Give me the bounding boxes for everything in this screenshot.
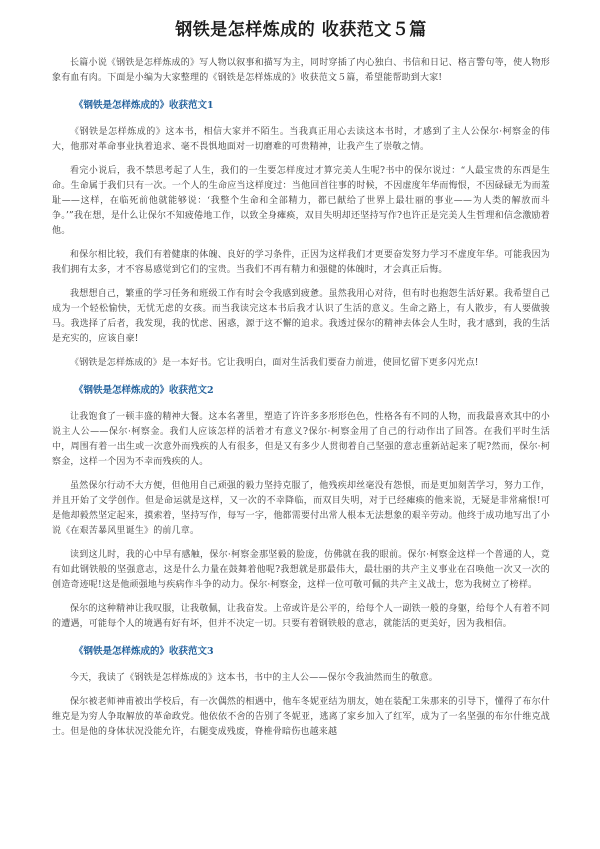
section-1-paragraph-3: 和保尔相比较，我们有着健康的体魄、良好的学习条件，正因为这样我们才更要奋发努力学习不虚度年华。可能我因为我们拥有太多，才不容易感觉到它们的宝贵。当我们不再有精力和强健的体魄时，才会真正后悔。: [52, 250, 550, 275]
section-2-paragraph-3: 读到这儿时，我的心中早有感触，保尔·柯察金那坚毅的脸庞，仿佛就在我的眼前。保尔·柯察金这样一个普通的人，竟有如此钢铁般的坚强意志，这是什么力量在鼓舞着他呢?我想就是那最伟大，最壮丽的共产主义事业在召唤他一次又一次的创造奇迹呢!这是他顽强地与疾病作斗争的动力。保尔·柯察金，这样一位可敬可佩的共产主义战士，您为我树立了榜样。: [52, 550, 550, 590]
section-2-paragraph-2: 虽然保尔行动不大方便，但他用自己顽强的毅力坚持克服了，他残疾却丝毫没有怨恨，而是更加刻苦学习，努力工作，并且开始了文学创作。但是命运就是这样，又一次的不幸降临，而双目失明，对于已经瘫痪的他来说，无疑是非常痛恨!可是他却毅然坚定起来，摸索着，坚持写作，每写一字，他都需要付出常人根本无法想象的艰辛劳动。他终于成功地写出了小说《在艰苦暴风里诞生》的前几章。: [52, 481, 550, 536]
section-2-paragraph-1: 让我饱食了一顿丰盛的精神大餐。这本名著里，塑造了许许多多形形色色，性格各有不同的人物，而我最喜欢其中的小说主人公——保尔·柯察金。我们人应该怎样的活着才有意义?保尔·柯察金用了自己的行动作出了回答。在我们平时生活中，周围有着一出生或一次意外而残疾的人有很多，但是又有多少人贯彻着自己坚强的意志重新站起来了呢?然而，保尔·柯察金，这样一个因为不幸而残疾的人。: [52, 412, 550, 467]
section-1-paragraph-4: 我想想自己，繁重的学习任务和班级工作有时会令我感到疲惫。虽然我用心对待，但有时也抱怨生活好累。我希望自己成为一个轻松愉快，无忧无虑的女孩。而当我读完这本书后我才认识了生活的意义。生命之路上，有人散步，有人要做骏马。我选择了后者，我发现，我的忧虑、困惑，源于这不懈的追求。我透过保尔的精神去体会人生时，我才感到，我的生活是充实的，应该自豪!: [52, 289, 550, 344]
document-title: 钢铁是怎样炼成的 收获范文５篇: [175, 20, 427, 40]
section-2-paragraph-4: 保尔的这种精神让我叹服，让我敬佩，让我奋发。上帝或许是公平的，给每个人一副铁一般的身躯，给每个人有着不同的遭遇，可能每个人的境遇有好有坏，但并不决定一切。只要有着钢铁般的意志，就能活的更美好，因为我相信。: [52, 604, 550, 629]
section-1-paragraph-1: 《钢铁是怎样炼成的》这本书，相信大家并不陌生。当我真正用心去读这本书时，才感到了主人公保尔·柯察金的伟大，他那对革命事业执着追求、毫不畏惧地面对一切磨难的可贵精神，让我产生了崇敬之情。: [52, 127, 550, 152]
section-1-paragraph-5: 《钢铁是怎样炼成的》是一本好书。它让我明白，面对生活我们要奋力前进，使回忆留下更多闪光点!: [70, 358, 479, 368]
section-3-paragraph-2: 保尔被老师神甫被出学校后，有一次偶然的相遇中，他车冬妮亚结为朋友，她在装配工朱那来的引导下，懂得了布尔什维克是为穷人争取解放的革命政党。他依依不舍的告别了冬妮亚，逃离了家乡加入了红军，成为了一名坚强的布尔什维克战士。但是他的身体状况没能允许，右腿变成残废，脊椎骨暗伤也越来越: [52, 697, 550, 737]
section-heading-3: 《钢铁是怎样炼成的》收获范文3: [74, 646, 214, 657]
intro-paragraph: 长篇小说《钢铁是怎样炼成的》写人物以叙事和描写为主，同时穿插了内心独白、书信和日记、格言警句等，使人物形象有血有肉。下面是小编为大家整理的《钢铁是怎样炼成的》收获范文５篇，希望能帮助到大家!: [52, 58, 550, 83]
section-heading-1: 《钢铁是怎样炼成的》收获范文1: [74, 100, 214, 111]
section-heading-2: 《钢铁是怎样炼成的》收获范文2: [74, 385, 214, 396]
section-1-paragraph-2: 看完小说后，我不禁思考起了人生，我们的一生要怎样度过才算完美人生呢?书中的保尔说过：“人最宝贵的东西是生命。生命属于我们只有一次。一个人的生命应当这样度过：当他回首往事的时候，不因虚度年华而悔恨，不因碌碌无为而羞耻——这样，在临死前他就能够说：‘我整个生命和全部精力，都已献给了世界上最壮丽的事业——为人类的解放而斗争。’”我在想，是什么让保尔不知疲倦地工作，以致全身瘫痪，双目失明却还坚持写作?也许正是完美人生哲理和信念激励着他。: [52, 166, 550, 236]
section-3-paragraph-1: 今天，我读了《钢铁是怎样炼成的》这本书，书中的主人公——保尔令我油然而生的敬意。: [70, 673, 439, 683]
